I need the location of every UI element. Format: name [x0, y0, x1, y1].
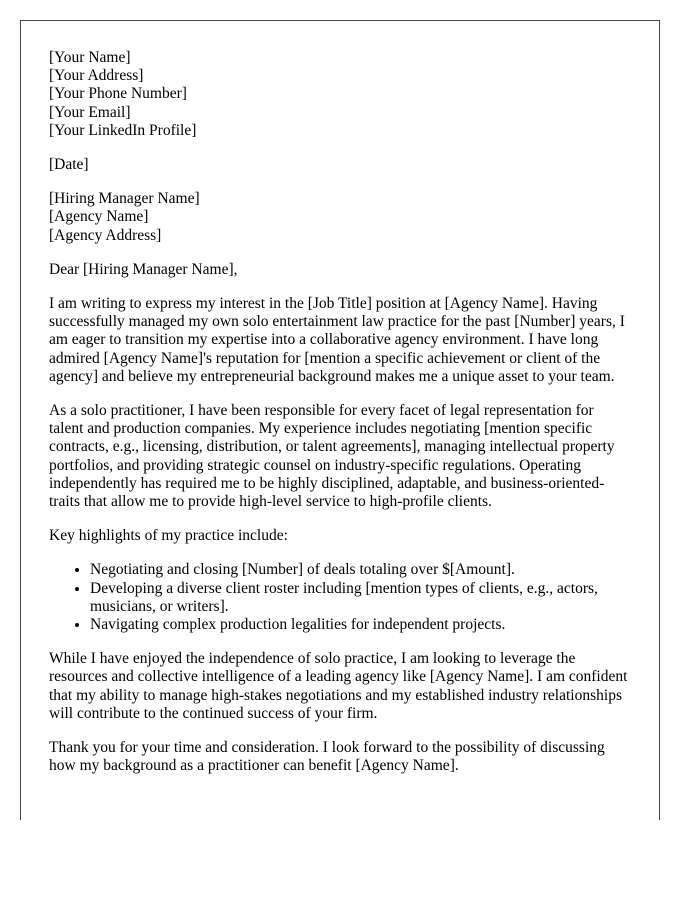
thanks-paragraph: Thank you for your time and consideration. I look forward to the possibility of discussing how my background as a practitioner can benefit [Agency Name]. [49, 739, 605, 775]
closing-paragraph: While I have enjoyed the independence of solo practice, I am looking to leverage the resources and collective intelligence of a leading agency like [Agency Name]. I am confident that my ability to manage high-stakes negotiations and my established industry relationships will contribute to the continued success of your firm. [49, 650, 628, 722]
recipient-name: [Hiring Manager Name] [49, 190, 200, 208]
recipient-agency: [Agency Name] [49, 208, 149, 226]
sender-linkedin: [Your LinkedIn Profile] [49, 121, 197, 139]
sender-address: [Your Address] [49, 67, 144, 85]
sender-block [49, 49, 631, 140]
salutation: Dear [Hiring Manager Name], [49, 260, 238, 278]
letter-content [49, 49, 631, 792]
highlight-item: • Negotiating and closing [Number] of deals totaling over $[Amount]. [90, 561, 631, 579]
recipient-block [49, 190, 631, 245]
highlights-list [49, 561, 631, 634]
sender-name: [Your Name] [49, 49, 131, 66]
recipient-address: [Agency Address] [49, 226, 162, 244]
sender-phone: [Your Phone Number] [49, 85, 187, 103]
sender-email: [Your Email] [49, 103, 131, 121]
highlights-intro: Key highlights of my practice include: [49, 527, 288, 545]
highlight-item: • Developing a diverse client roster including [mention types of clients, e.g., actors, musicians, or writers]. [90, 580, 631, 616]
intro-paragraph: I am writing to express my interest in the [Job Title] position at [Agency Name]. Having successfully managed my own solo entertainment law practice for the past [Number] years, I am eager to transition my expertise into a collaborative agency environment. I have long admired [Agency Name]'s reputation for [mention a specific achievement or client of the agency] and believe my entrepreneurial background makes me a unique asset to your team. [49, 295, 625, 385]
experience-paragraph: As a solo practitioner, I have been responsible for every facet of legal representation for talent and production companies. My experience includes negotiating [mention specific contracts, e.g., licensing, distribution, or talent agreements], managing intellectual property portfolios, and providing strategic counsel on industry-specific regulations. Operating independently has required me to be highly disciplined, adaptable, and business-oriented-traits that allow me to provide high-level service to high-profile clients. [49, 402, 615, 511]
letter-date: [Date] [49, 156, 89, 174]
highlight-item: • Navigating complex production legalities for independent projects. [90, 616, 631, 634]
date-block [49, 156, 631, 174]
letter-page [20, 20, 660, 820]
